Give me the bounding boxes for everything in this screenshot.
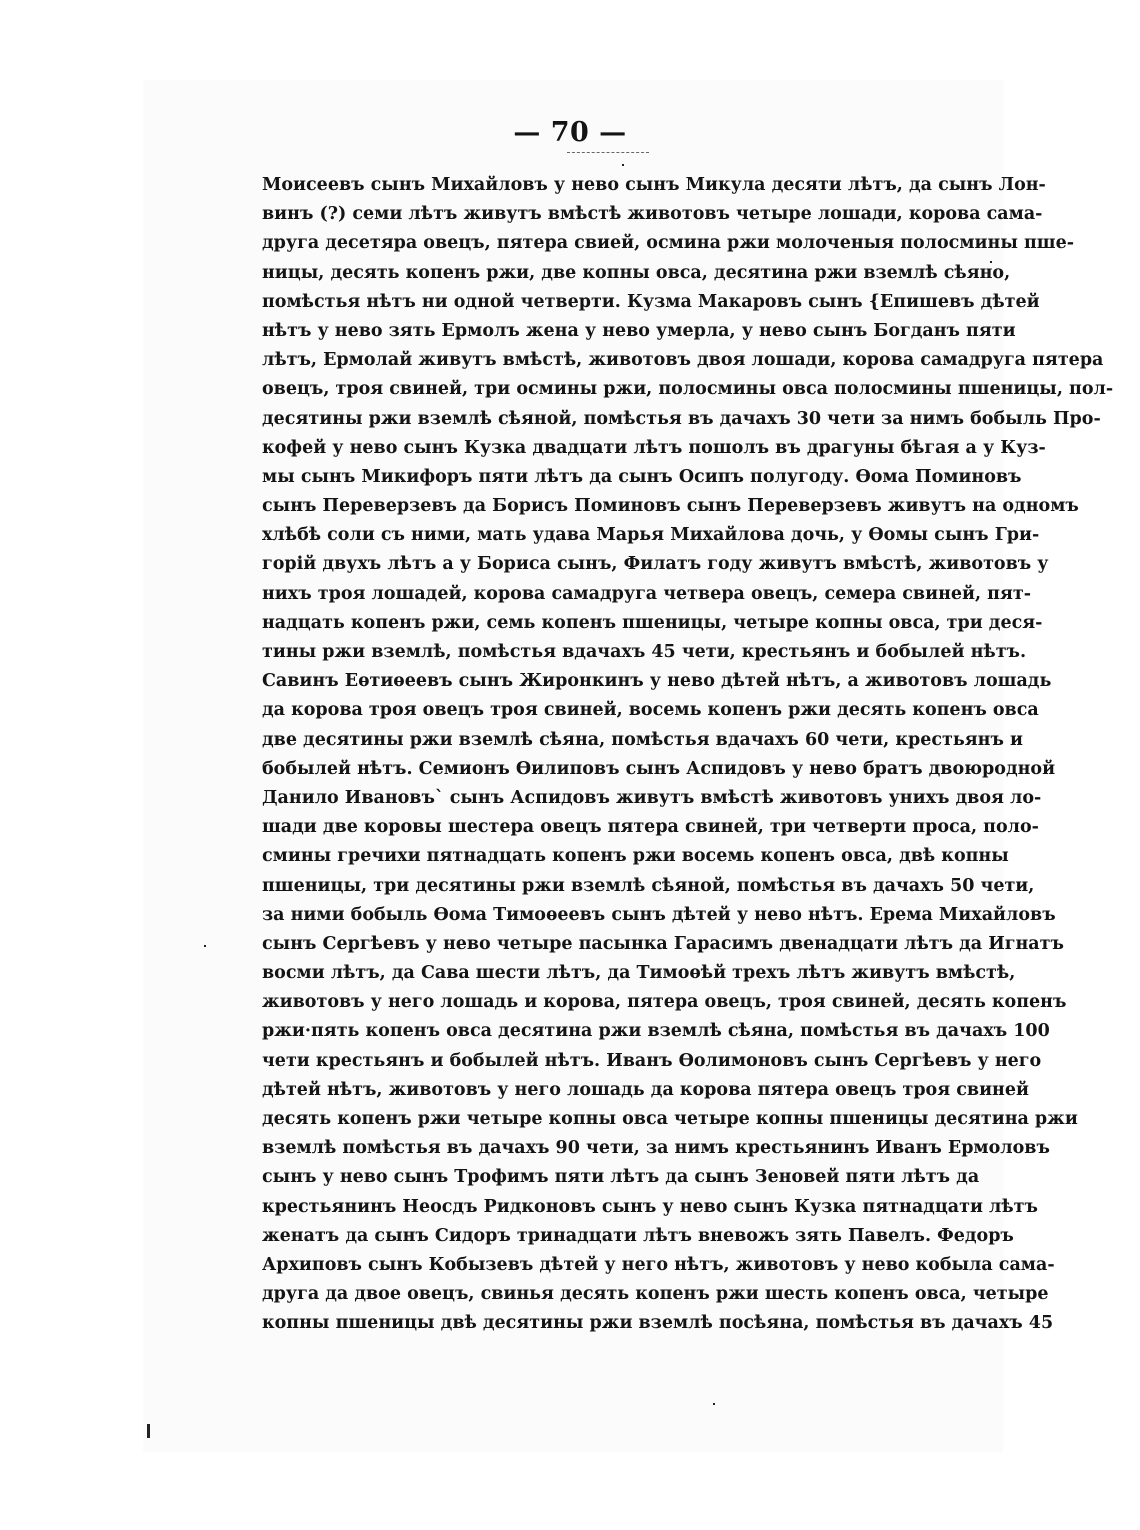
scan-speck	[147, 1424, 150, 1438]
text-line: две десятины ржи вземлѣ сѣяна, помѣстья вдачахъ 60 чети, крестьянъ и	[262, 729, 1023, 750]
scan-speck	[622, 164, 624, 166]
text-line: друга да двое овецъ, свинья десять копенъ ржи шесть копенъ овса, четыре	[262, 1284, 1049, 1305]
text-line: пшеницы, три десятины ржи вземлѣ сѣяной, помѣстья въ дачахъ 50 чети,	[262, 875, 1035, 896]
page-number-underline	[567, 148, 649, 153]
text-line: кофей у нево сынъ Кузка двадцати лѣтъ пошолъ въ драгуны бѣгая а у Куз-	[262, 437, 1046, 458]
text-line: за ними бобыль Ѳома Тимоѳеевъ сынъ дѣтей у нево нѣтъ. Ерема Михайловъ	[262, 904, 1056, 925]
text-line: ржи·пять копенъ овса десятина ржи вземлѣ сѣяна, помѣстья въ дачахъ 100	[262, 1021, 1050, 1042]
text-line: женатъ да сынъ Сидоръ тринадцати лѣтъ вневожъ зять Павелъ. Федоръ	[262, 1225, 1014, 1246]
text-line: сынъ у нево сынъ Трофимъ пяти лѣтъ да сынъ Зеновей пяти лѣтъ да	[262, 1167, 980, 1188]
text-line: смины гречихи пятнадцать копенъ ржи восемь копенъ овса, двѣ копны	[262, 846, 1009, 867]
text-line: да корова троя овецъ троя свиней, восемь копенъ ржи десять копенъ овса	[262, 700, 1039, 721]
text-line: шади две коровы шестера овецъ пятера свиней, три четверти проса, поло-	[262, 817, 1039, 838]
text-line: Моисеевъ сынъ Михайловъ у нево сынъ Микула десяти лѣтъ, да сынъ Лон-	[262, 175, 1046, 195]
text-line: чети крестьянъ и бобылей нѣтъ. Иванъ Ѳолимоновъ сынъ Сергѣевъ у него	[262, 1050, 1042, 1071]
text-line: десять копенъ ржи четыре копны овса четыре копны пшеницы десятина ржи	[262, 1109, 1078, 1129]
text-line: сынъ Переверзевъ да Борисъ Поминовъ сынъ Переверзевъ живутъ на одномъ	[262, 496, 1079, 517]
text-line: восми лѣтъ, да Сава шести лѣтъ, да Тимоѳѣй трехъ лѣтъ живутъ вмѣстѣ,	[262, 963, 1016, 984]
text-line: помѣстья нѣтъ ни одной четверти. Кузма Макаровъ сынъ {Епишевъ дѣтей	[262, 291, 1040, 312]
page-number-container	[0, 118, 1140, 148]
text-line: винъ (?) семи лѣтъ живутъ вмѣстѣ животовъ четыре лошади, корова сама-	[262, 204, 1043, 225]
text-line: друга десетяра овецъ, пятера свией, осмина ржи молоченыя полосмины пше-	[262, 233, 1074, 254]
text-line: нихъ троя лошадей, корова самадруга четвера овецъ, семера свиней, пят-	[262, 583, 1032, 604]
scan-speck	[713, 1403, 715, 1405]
text-line: крестьянинъ Неосдъ Ридконовъ сынъ у нево сынъ Кузка пятнадцати лѣтъ	[262, 1196, 1038, 1217]
text-line: Савинъ Еѳтиѳеевъ сынъ Жиронкинъ у нево дѣтей нѣтъ, а животовъ лошадь	[262, 671, 1052, 692]
text-line: овецъ, троя свиней, три осмины ржи, полосмины овса полосмины пшеницы, пол-	[262, 379, 1114, 400]
text-line: копны пшеницы двѣ десятины ржи вземлѣ посѣяна, помѣстья въ дачахъ 45	[262, 1313, 1054, 1334]
text-line: Данило Ивановъ` сынъ Аспидовъ живутъ вмѣстѣ животовъ унихъ двоя ло-	[262, 787, 1042, 808]
text-line: сынъ Сергѣевъ у нево четыре пасынка Гарасимъ двенадцати лѣтъ да Игнатъ	[262, 933, 1064, 954]
text-line: лѣтъ, Ермолай живутъ вмѣстѣ, животовъ двоя лошади, корова самадруга пятера	[262, 350, 1104, 371]
text-line: горій двухъ лѣтъ а у Бориса сынъ, Филатъ году живутъ вмѣстѣ, животовъ у	[262, 554, 1049, 575]
text-line: тины ржи вземлѣ, помѣстья вдачахъ 45 чети, крестьянъ и бобылей нѣтъ.	[262, 642, 1027, 662]
text-line: ницы, десять копенъ ржи, две копны овса, десятина ржи вземлѣ сѣяно,	[262, 262, 1011, 283]
body-text	[262, 171, 1114, 1339]
text-line: животовъ у него лошадь и корова, пятера овецъ, троя свиней, десять копенъ	[262, 992, 1067, 1013]
text-line: надцать копенъ ржи, семь копенъ пшеницы, четыре копны овса, три деся-	[262, 612, 1043, 633]
scan-speck	[990, 261, 992, 263]
text-line: вземлѣ помѣстья въ дачахъ 90 чети, за нимъ крестьянинъ Иванъ Ермоловъ	[262, 1138, 1050, 1159]
text-line: бобылей нѣтъ. Семионъ Ѳилиповъ сынъ Аспидовъ у нево братъ двоюродной	[262, 758, 1056, 779]
text-line: Архиповъ сынъ Кобызевъ дѣтей у него нѣтъ, животовъ у нево кобыла сама-	[262, 1254, 1055, 1275]
scan-speck	[204, 945, 206, 947]
text-line: десятины ржи вземлѣ сѣяной, помѣстья въ дачахъ 30 чети за нимъ бобыль Про-	[262, 408, 1101, 429]
text-line: мы сынъ Микифоръ пяти лѣтъ да сынъ Осипъ полугоду. Ѳома Поминовъ	[262, 466, 1022, 487]
text-line: нѣтъ у нево зять Ермолъ жена у нево умерла, у нево сынъ Богданъ пяти	[262, 320, 1016, 341]
text-line: хлѣбѣ соли съ ними, мать удава Марья Михайлова дочь, у Ѳомы сынъ Гри-	[262, 525, 1040, 546]
page-number: — 70 —	[513, 117, 627, 148]
text-line: дѣтей нѣтъ, животовъ у него лошадь да корова пятера овецъ троя свиней	[262, 1079, 1029, 1100]
